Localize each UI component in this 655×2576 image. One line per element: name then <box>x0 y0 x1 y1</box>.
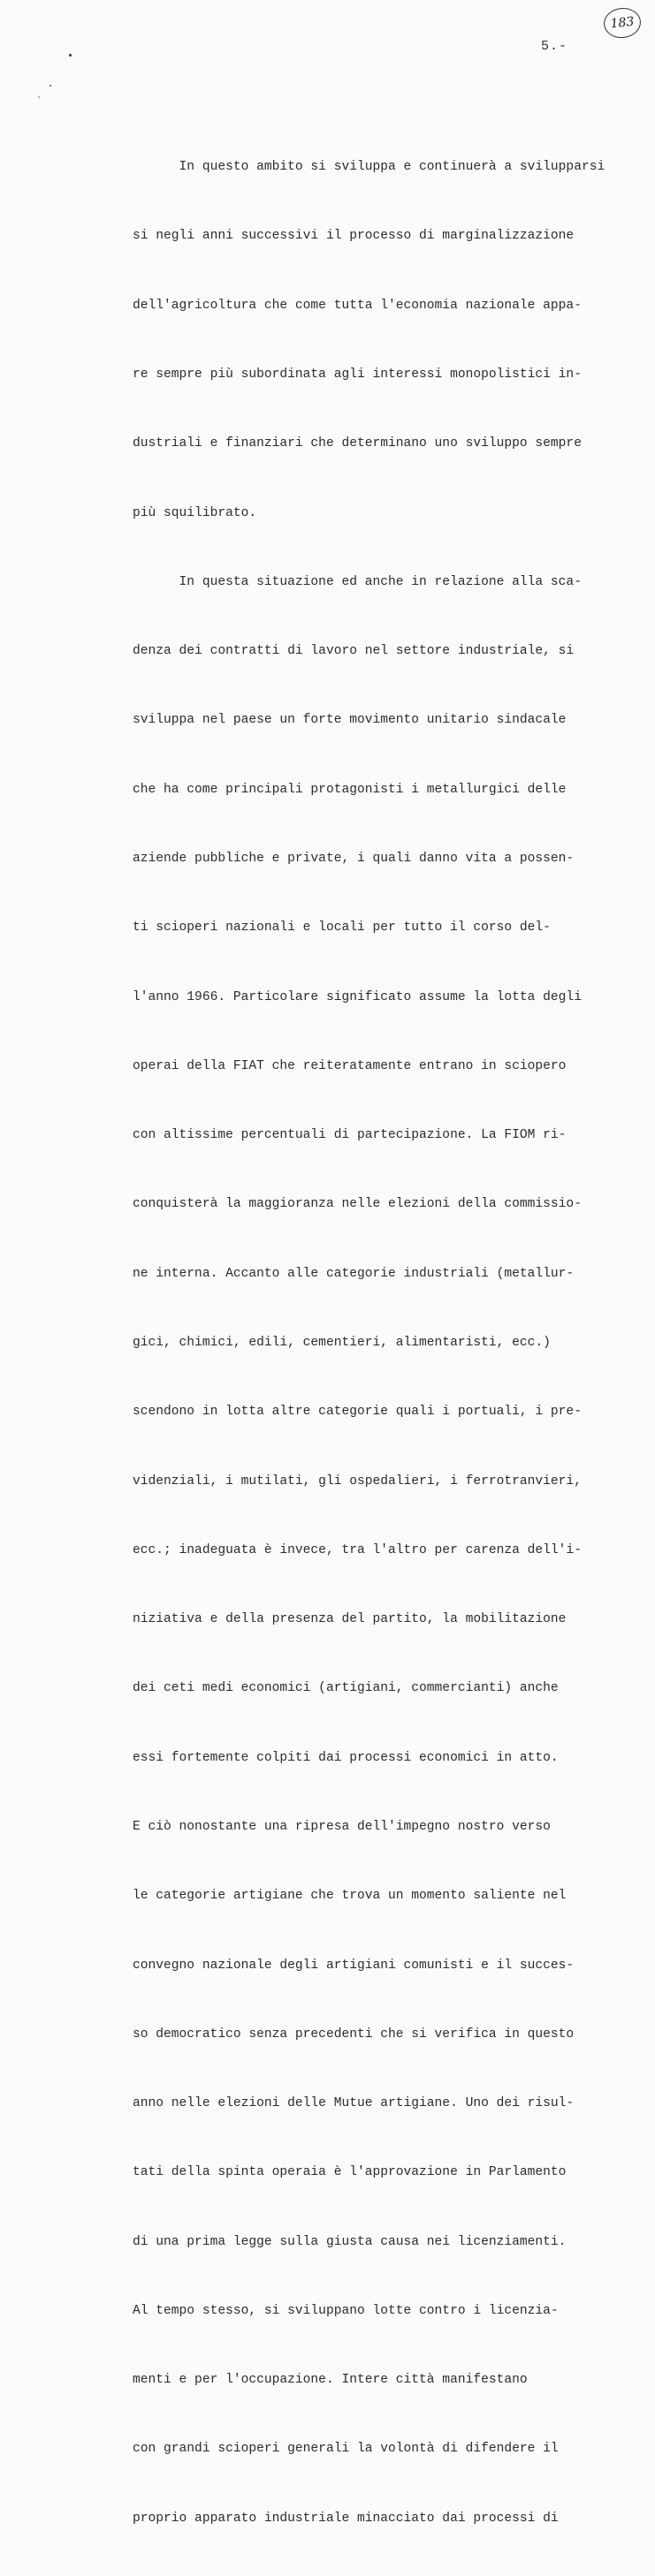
text-line: con grandi scioperi generali la volontà di difendere il <box>133 2442 559 2457</box>
page-number: 5.- <box>541 39 568 54</box>
text-line: di una prima legge sulla giusta causa nei licenziamenti. <box>133 2234 567 2249</box>
text-line: convegno nazionale degli artigiani comunisti e il succes- <box>133 1958 575 1973</box>
text-line: niziativa e della presenza del partito, la mobilitazione <box>133 1612 567 1627</box>
text-line: essi fortemente colpiti dai processi economici in atto. <box>133 1750 559 1765</box>
text-line: con altissime percentuali di partecipazione. La FIOM ri- <box>133 1128 567 1143</box>
text-line: aziende pubbliche e private, i quali danno vita a possen- <box>133 852 575 866</box>
text-line: sviluppa nel paese un forte movimento unitario sindacale <box>133 713 567 728</box>
text-line: denza dei contratti di lavoro nel settore industriale, si <box>133 644 575 659</box>
text-line: gici, chimici, edili, cementieri, alimentaristi, ecc.) <box>133 1335 551 1350</box>
text-line: proprio apparato industriale minacciato dai processi di <box>133 2511 559 2526</box>
ink-speck <box>50 85 51 87</box>
text-line: ecc.; inadeguata è invece, tra l'altro per carenza dell'i- <box>133 1542 582 1557</box>
text-line: tati della spinta operaia è l'approvazione in Parlamento <box>133 2165 567 2180</box>
text-line: operai della FIAT che reiteratamente entrano in sciopero <box>133 1058 567 1073</box>
text-line: videnziali, i mutilati, gli ospedalieri, i ferrotranvieri, <box>133 1474 582 1489</box>
text-line: re sempre più subordinata agli interessi monopolistici in- <box>133 367 582 383</box>
text-line: dustriali e finanziari che determinano uno sviluppo sempre <box>133 436 582 451</box>
text-line: che ha come principali protagonisti i metallurgici delle <box>133 782 567 797</box>
text-line: anno nelle elezioni delle Mutue artigiane. Uno dei risul- <box>133 2096 575 2111</box>
text-line: ne interna. Accanto alle categorie industriali (metallur- <box>133 1266 575 1281</box>
text-line: dei ceti medi economici (artigiani, commercianti) anche <box>133 1681 559 1696</box>
text-line: In questo ambito si sviluppa e continuerà a svilupparsi <box>133 160 605 175</box>
text-line: ti scioperi nazionali e locali per tutto il corso del- <box>133 921 551 936</box>
ink-speck <box>69 54 72 57</box>
text-line: Al tempo stesso, si sviluppano lotte contro i licenzia- <box>133 2303 559 2318</box>
text-line: più squilibrato. <box>133 505 257 520</box>
text-line: so democratico senza precedenti che si verifica in questo <box>133 2027 575 2042</box>
archive-number-stamp: 183 <box>602 6 642 40</box>
body-text <box>133 110 605 2576</box>
text-line: scendono in lotta altre categorie quali i portuali, i pre- <box>133 1405 582 1420</box>
text-line: E ciò nonostante una ripresa dell'impegno nostro verso <box>133 1819 551 1834</box>
text-line: le categorie artigiane che trova un momento saliente nel <box>133 1889 567 1904</box>
text-line: l'anno 1966. Particolare significato assume la lotta degli <box>133 989 582 1004</box>
ink-speck <box>38 96 40 98</box>
text-line: dell'agricoltura che come tutta l'economia nazionale appa- <box>133 298 582 313</box>
text-line: conquisterà la maggioranza nelle elezioni della commissio- <box>133 1197 582 1212</box>
text-line: si negli anni successivi il processo di marginalizzazione <box>133 229 575 244</box>
text-line: menti e per l'occupazione. Intere città manifestano <box>133 2373 528 2388</box>
text-line: In questa situazione ed anche in relazione alla sca- <box>133 574 582 589</box>
